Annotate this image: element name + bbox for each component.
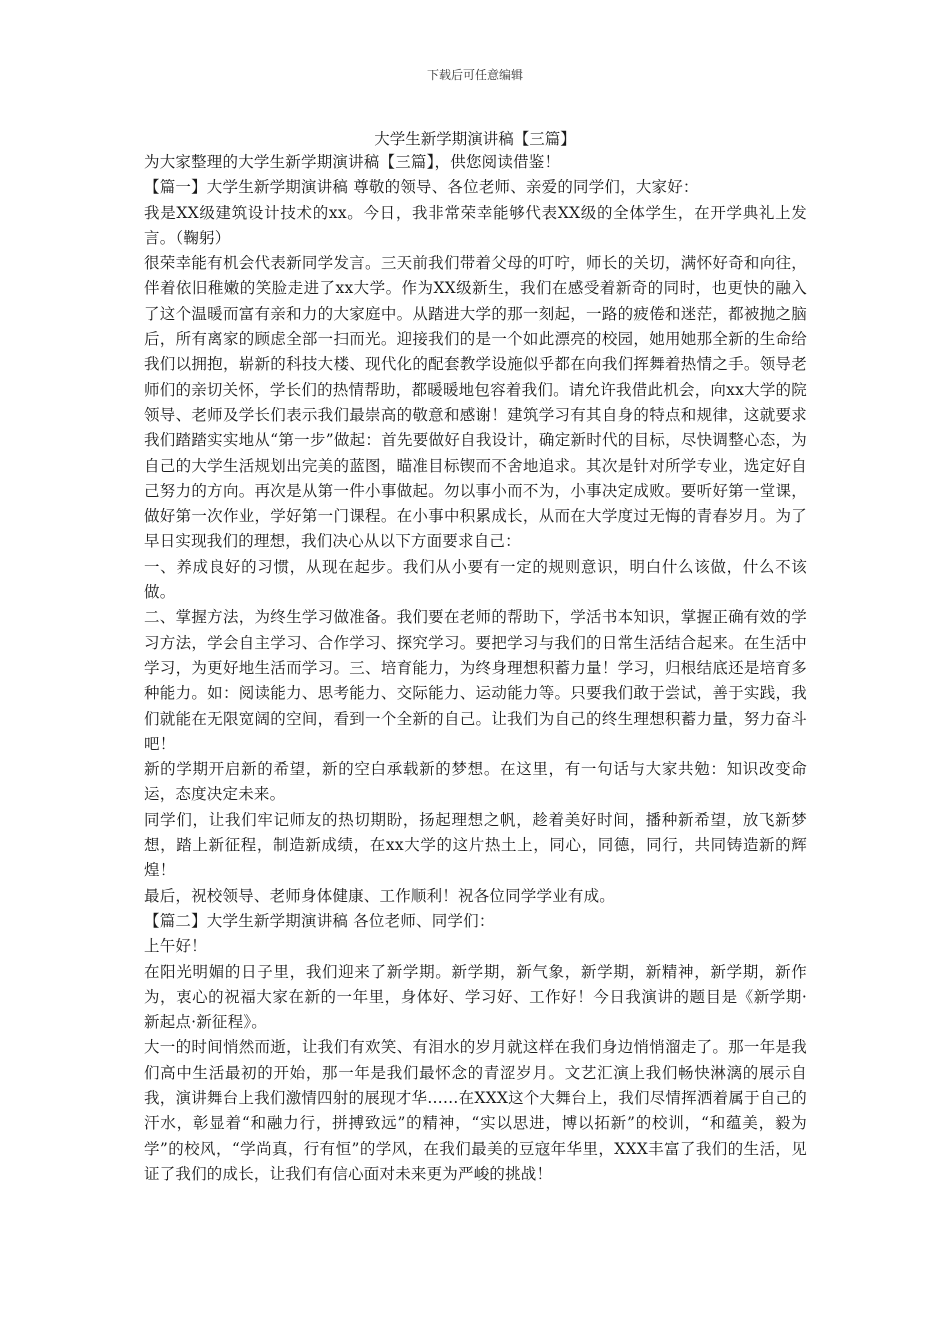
body-paragraph: 一、养成良好的习惯，从现在起步。我们从小要有一定的规则意识，明白什么该做，什么不该做。: [144, 557, 807, 602]
body-paragraph: 在阳光明媚的日子里，我们迎来了新学期。新学期，新气象，新学期，新精神，新学期，新作为，衷心的祝福大家在新的一年里，身体好、学习好、工作好！今日我演讲的题目是《新学期·新起点·新征程》。: [144, 962, 807, 1032]
page-header-note: 下载后可任意编辑: [426, 68, 523, 82]
body-paragraph: 同学们，让我们牢记师友的热切期盼，扬起理想之帆，趁着美好时间，播种新希望，放飞新梦想，踏上新征程，制造新成绩，在xx大学的这片热土上，同心，同德，同行，共同铸造新的辉煌！: [144, 810, 807, 880]
body-paragraph: 二、掌握方法，为终生学习做准备。我们要在老师的帮助下，学活书本知识，掌握正确有效的学习方法，学会自主学习、合作学习、探究学习。要把学习与我们的日常生活结合起来。在生活中学习，为更好地生活而学习。三、培育能力，为终身理想积蓄力量！学习，归根结底还是培育多种能力。如：阅读能力、思考能力、交际能力、运动能力等。只要我们敢于尝试，善于实践，我们就能在无限宽阔的空间，看到一个全新的自己。让我们为自己的终生理想积蓄力量，努力奋斗吧！: [144, 608, 807, 753]
body-paragraph: 新的学期开启新的希望，新的空白承载新的梦想。在这里，有一句话与大家共勉：知识改变命运，态度决定未来。: [144, 760, 807, 804]
document-body: [144, 150, 807, 1187]
document-title: 大学生新学期演讲稿【三篇】: [374, 130, 576, 148]
body-paragraph: 最后，祝校领导、老师身体健康、工作顺利！祝各位同学学业有成。: [144, 886, 616, 905]
body-paragraph: 很荣幸能有机会代表新同学发言。三天前我们带着父母的叮咛，师长的关切，满怀好奇和向往，伴着依旧稚嫩的笑脸走进了xx大学。作为XX级新生，我们在感受着新奇的同时，也更快的融入了这个温暖而富有亲和力的大家庭中。从踏进大学的那一刻起，一路的疲倦和迷茫，都被抛之脑后，所有离家的顾虑全部一扫而光。迎接我们的是一个如此漂亮的校园，她用她那全新的生命给我们以拥抱，崭新的科技大楼、现代化的配套教学设施似乎都在向我们挥舞着热情之手。领导老师们的亲切关怀，学长们的热情帮助，都暖暖地包容着我们。请允许我借此机会，向xx大学的院领导、老师及学长们表示我们最崇高的敬意和感谢！建筑学习有其自身的特点和规律，这就要求我们踏踏实实地从“第一步”做起：首先要做好自我设计，确定新时代的目标，尽快调整心态，为自己的大学生活规划出完美的蓝图，瞄准目标锲而不舍地追求。其次是针对所学专业，选定好自己努力的方向。再次是从第一件小事做起。勿以事小而不为，小事决定成败。要听好第一堂课，做好第一次作业，学好第一门课程。在小事中积累成长，从而在大学度过无悔的青春岁月。为了早日实现我们的理想，我们决心从以下方面要求自己：: [144, 254, 807, 551]
intro-paragraph: 为大家整理的大学生新学期演讲稿【三篇】，供您阅读借鉴！: [144, 153, 561, 171]
body-paragraph: 我是XX级建筑设计技术的xx。今日，我非常荣幸能够代表XX级的全体学生，在开学典礼上发言。（鞠躬）: [144, 203, 807, 247]
body-paragraph: 上午好！: [144, 937, 207, 956]
part-one-heading: 【篇一】大学生新学期演讲稿 尊敬的领导、各位老师、亲爱的同学们，大家好：: [144, 178, 699, 197]
part-two-heading: 【篇二】大学生新学期演讲稿 各位老师、同学们：: [144, 911, 495, 930]
body-paragraph: 大一的时间悄然而逝，让我们有欢笑、有泪水的岁月就这样在我们身边悄悄溜走了。那一年是我们高中生活最初的开始，那一年是我们最怀念的青涩岁月。文艺汇演上我们畅快淋漓的展示自我，演讲舞台上我们激情四射的展现才华……在XXX这个大舞台上，我们尽情挥洒着属于自己的汗水，彰显着“和融力行，拼搏致远”的精神，“实以思进，博以拓新”的校训，“和蕴美，毅为学”的校风，“学尚真，行有恒”的学风，在我们最美的豆寇年华里，XXX丰富了我们的生活，见证了我们的成长，让我们有信心面对未来更为严峻的挑战！: [144, 1038, 807, 1183]
